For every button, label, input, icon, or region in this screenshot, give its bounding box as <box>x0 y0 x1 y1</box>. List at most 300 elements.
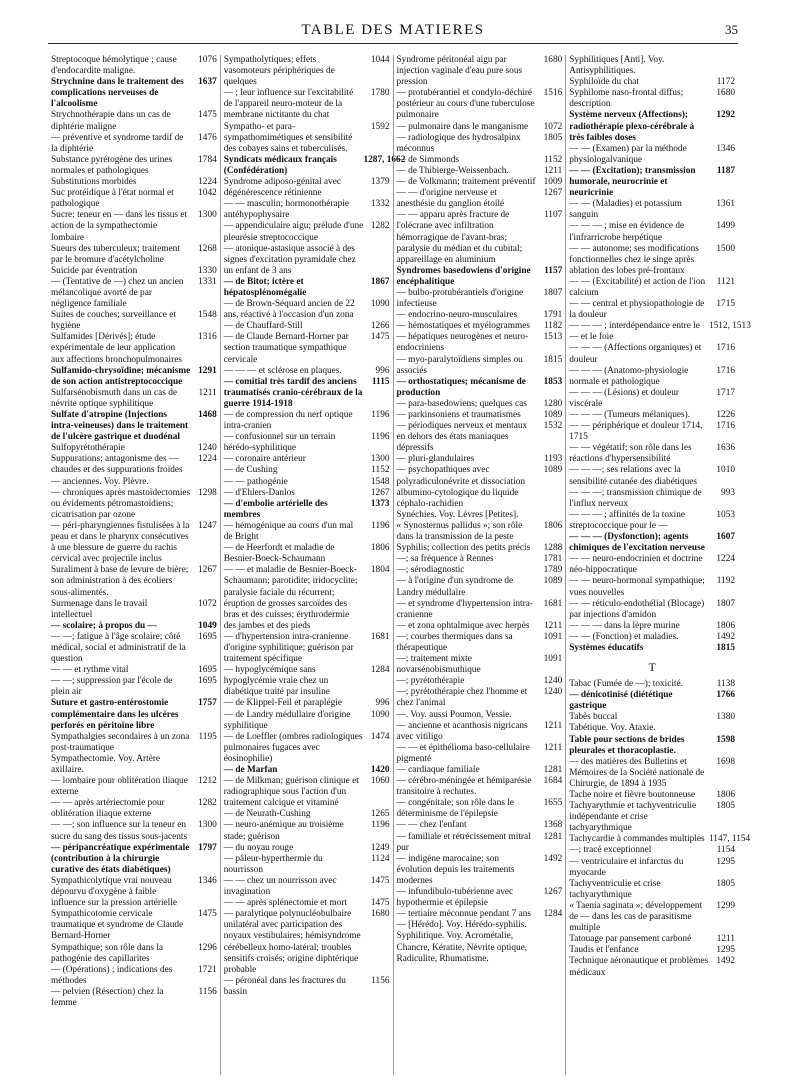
entry-term: — — autonome; ses modifications fonctionnelles chez le singe après ablation des lobes pré-frontaux <box>569 243 699 276</box>
entry-term: — de Volkmann; traitement préventif <box>396 177 536 188</box>
entry-page: 1295 <box>716 945 735 956</box>
entry-page: 1815 <box>543 354 563 365</box>
entry-page <box>536 510 562 521</box>
index-entry <box>51 244 217 266</box>
entry-term: Suture et gastro-entérostomie complémentaire dans les ulcères perforés en péritoine libre <box>51 698 179 731</box>
entry-term: — (Tentative de —) chez un ancien mélancolique avorté de par négligence familiale <box>51 276 184 310</box>
index-entry <box>397 188 563 210</box>
index-entry <box>224 221 390 243</box>
entry-term: — ancienne et acanthosis nigricans avec vitiligo <box>396 720 528 742</box>
index-entry <box>51 388 217 410</box>
index-entry <box>397 543 563 554</box>
entry-page: 1474 <box>370 731 390 742</box>
index-entry <box>569 465 735 487</box>
index-entry <box>397 854 563 887</box>
entry-page: 1695 <box>198 665 217 676</box>
index-entry <box>224 820 390 842</box>
index-entry <box>569 532 735 554</box>
entry-term: — de Thibierge-Weissenbach. <box>396 165 509 176</box>
entry-page: 1716 <box>716 343 735 354</box>
entry-term: Surmenage dans le travail intellectuel <box>51 598 148 620</box>
entry-page: 1156 <box>371 975 390 986</box>
entry-page: 1192 <box>716 576 735 587</box>
entry-page: 1806 <box>543 520 563 531</box>
entry-page: 1592 <box>370 121 390 132</box>
entry-page: 1492 <box>543 853 563 864</box>
index-entry <box>224 809 390 820</box>
entry-page: 1182 <box>544 321 563 332</box>
entry-page: 1196 <box>371 520 390 531</box>
entry-page: 1211 <box>544 165 563 176</box>
entry-term: « Taenia saginata »; développement de — dans les cas de parasitisme multiple <box>569 900 703 934</box>
entry-term: — de Bitot; ictère et hépatosplénomégalie <box>223 276 307 298</box>
entry-term: Technique aéronautique et problèmes médicaux <box>569 956 709 978</box>
entry-term: Substitutions morbides <box>51 177 137 188</box>
index-entry <box>51 210 217 243</box>
index-entry <box>397 510 563 521</box>
index-entry <box>397 776 563 798</box>
entry-page: 1211 <box>544 620 563 631</box>
entry-term: Syphiloïde du chat <box>569 77 639 88</box>
entry-term: — de Claude Bernard-Horner par section traumatique sympathique cervicale <box>223 332 349 365</box>
page-header <box>48 22 738 44</box>
entry-page: 1240 <box>543 687 563 698</box>
entry-term: Tabac (Fumée de —); toxicité. <box>569 679 683 690</box>
index-entry <box>224 465 390 476</box>
index-entry <box>569 166 735 199</box>
index-entry <box>397 310 563 321</box>
entry-page: 1288 <box>543 543 563 554</box>
entry-page: 1089 <box>543 465 563 476</box>
entry-term: — péri-pharyngiennes fistulisées à la peau et dans le pharynx consécutives à une blessure de guerre du rachis cervical avec projectile inclus <box>51 520 190 565</box>
index-entry <box>569 934 735 945</box>
index-entry <box>397 321 563 332</box>
index-entry <box>397 332 563 354</box>
entry-page: 1147, 1154 <box>709 834 751 845</box>
entry-term: Syphilitique. Voy. Acrométalie, Chancre, Kératite, Névrite optique, Radiculite, Rhumatisme. <box>396 931 528 964</box>
index-entry <box>397 721 563 743</box>
entry-term: — — (Excitation); transmission humorale, neurocrinie et neuricrinie <box>569 165 696 199</box>
entry-term: Sulfarsénobismuth dans un cas de névrite optique syphilitique <box>51 387 178 409</box>
entry-term: — neuro-anémique au troisième stade; guérison <box>223 820 344 842</box>
entry-term: — myo-paralytoïdiens simples ou associés <box>396 354 523 376</box>
entry-page: 1807 <box>543 287 563 298</box>
index-entry <box>224 843 390 854</box>
entry-term: — — après splénectomie et mort <box>223 898 347 909</box>
index-entry <box>397 687 563 709</box>
index-entry <box>51 820 217 842</box>
index-entry <box>569 388 735 410</box>
entry-term: Sulfamido-chrysoïdine; mécanisme de son action antistreptococcique <box>51 365 191 387</box>
index-entry <box>569 576 735 598</box>
index-entry <box>397 765 563 776</box>
entry-page: 1157 <box>544 265 563 276</box>
entry-term: Systèmes éducatifs <box>569 642 644 653</box>
index-entry <box>224 499 390 521</box>
entry-term: — et syndrome d'hypertension intra-cranienne <box>396 598 533 620</box>
entry-page: 1089 <box>543 410 563 420</box>
entry-term: Sympathectomie. Voy. Artère axillaire. <box>51 753 161 775</box>
index-entry <box>224 521 390 543</box>
entry-page: 1224 <box>198 454 217 465</box>
index-entry <box>569 801 735 834</box>
entry-page: 1532 <box>543 421 563 432</box>
entry-term: — chroniques après mastoïdectomies ou évidements pétromastoïdiens; cicatrisation par ozone <box>51 487 191 520</box>
entry-term: —; sa fréquence à Rennes <box>396 554 494 565</box>
entry-term: — comitial très tardif des anciens traumatisés cranio-cérébraux de la guerre 1914-1918 <box>223 376 363 409</box>
entry-page: 1361 <box>716 199 735 210</box>
index-entry <box>51 732 217 754</box>
index-entry <box>569 723 735 734</box>
index-entry <box>51 876 217 909</box>
entry-page: 1346 <box>198 875 217 886</box>
entry-term: — — pathogénie <box>223 476 288 487</box>
entry-page: 1284 <box>370 665 390 676</box>
entry-page: 1267 <box>543 887 563 898</box>
entry-page: 1548 <box>198 310 217 321</box>
entry-page: 1379 <box>370 177 390 188</box>
index-entry <box>51 477 217 488</box>
entry-page: 1716 <box>716 365 735 376</box>
entry-page: 1296 <box>198 942 217 953</box>
entry-page: 1475 <box>198 909 217 920</box>
index-columns <box>48 55 751 1075</box>
entry-term: Strychnothérapie dans un cas de diphtérie maligne <box>51 110 171 132</box>
entry-page: 1154 <box>716 845 735 856</box>
entry-page: 1224 <box>198 177 217 188</box>
entry-page <box>191 754 217 776</box>
entry-term: — — central et physiopathologie de la douleur <box>569 299 705 321</box>
index-entry <box>569 443 735 465</box>
entry-page: 1287, 1662 <box>363 154 406 165</box>
index-entry <box>397 931 563 964</box>
entry-term: — — — (Lésions) et douleur viscérale <box>569 387 679 409</box>
entry-term: — — — ; interdépendance entre le — et le foie <box>569 321 700 343</box>
entry-page: 1090 <box>370 709 390 720</box>
entry-term: — — neuro-hormonal sympathique; vues nouvelles <box>569 576 705 598</box>
entry-term: — de Chauffard-Still <box>223 321 303 332</box>
index-entry <box>569 488 735 510</box>
entry-term: Tabétique. Voy. Ataxie. <box>569 723 656 734</box>
entry-term: — de Klippel-Feil et paraplégie <box>223 698 342 709</box>
index-entry <box>569 857 735 879</box>
index-entry <box>569 679 735 690</box>
index-entry <box>51 599 217 621</box>
entry-term: — —; suppression par l'école de plein air <box>51 676 173 698</box>
index-entry <box>51 754 217 776</box>
entry-term: — — apparu après fracture de l'olécrane avec infiltration hémorragique de l'avant-bras; paralysie du médian et du cubital; appareillage en aluminium <box>396 210 523 265</box>
entry-term: Syndicats médicaux français (Confédération) <box>223 154 337 176</box>
entry-term: — hypoglycémique sans hypoglycémie vraie chez un diabétique traité par insuline <box>223 665 330 698</box>
entry-page: 1107 <box>544 210 563 221</box>
entry-page: 1211 <box>198 387 217 398</box>
entry-term: — de Marfan <box>223 765 278 775</box>
entry-page: 1512, 1513 <box>709 321 751 332</box>
index-entry <box>569 277 735 299</box>
entry-page: 1332 <box>370 199 390 210</box>
entry-term: Sympathicotomie cervicale traumatique et syndrome de Claude Bernard-Horner <box>51 909 184 942</box>
index-entry <box>569 199 735 221</box>
index-entry <box>397 288 563 310</box>
index-entry <box>224 199 390 221</box>
entry-term: — indigène marocaine; son évolution depuis les traitements modernes <box>396 853 515 886</box>
index-entry <box>224 55 390 88</box>
index-entry <box>569 690 735 712</box>
index-entry <box>569 88 735 110</box>
entry-page: 1211 <box>544 742 563 753</box>
entry-page: 996 <box>375 698 390 709</box>
entry-page: 1060 <box>370 776 390 787</box>
header-rule <box>48 43 738 44</box>
entry-page: 1226 <box>716 410 735 420</box>
entry-term: — — périphérique et douleur 1714, 1715 <box>569 421 703 443</box>
index-entry <box>51 310 217 332</box>
entry-page: 1806 <box>716 790 735 800</box>
index-entry <box>51 776 217 798</box>
entry-term: — pluri-glandulaires <box>396 454 475 465</box>
entry-term: Tatouage par pansement carboné <box>569 934 692 945</box>
entry-term: Taudis et l'enfance <box>569 945 639 956</box>
entry-term: Système nerveux (Affections); radiothérapie plexo-cérébrale à très faibles doses <box>569 110 695 143</box>
entry-page: 1781 <box>543 554 563 565</box>
index-entry <box>224 765 390 776</box>
entry-term: —; courbes thermiques dans sa thérapeutique <box>396 631 513 653</box>
entry-term: — — neuro-endocrinien et doctrine néo-hippocratique <box>569 554 703 576</box>
entry-page: 1152 <box>371 465 390 476</box>
entry-page: 1196 <box>371 820 390 831</box>
entry-term: Sulfamides [Dérivés]; étude expérimentale de leur application aux affections bronchopulmonaires <box>51 332 182 365</box>
entry-term: Tachycardie à commandes multiples <box>569 834 705 845</box>
entry-page: 1281 <box>543 765 563 775</box>
entry-term: Suc protéidique à l'état normal et pathologique <box>51 188 174 210</box>
entry-term: — ventriculaire et infarctus du myocarde <box>569 856 684 878</box>
entry-page: 1138 <box>716 679 735 690</box>
index-entry <box>223 154 406 177</box>
index-entry <box>51 110 217 132</box>
entry-page: 1247 <box>198 520 217 531</box>
entry-term: — endocrino-neuro-musculaires <box>396 310 518 321</box>
entry-page: 1500 <box>716 243 735 254</box>
entry-term: — — réticulo-endothélial (Blocage) par injections d'amidon <box>569 598 705 620</box>
index-entry <box>569 945 735 956</box>
entry-page: 996 <box>375 365 390 376</box>
entry-term: — — chez un nourrisson avec invagination <box>223 875 337 898</box>
index-entry <box>224 244 390 277</box>
entry-term: Tachyventriculie et crise tachyarythmique <box>569 878 661 900</box>
entry-page: 1224 <box>716 554 735 565</box>
index-entry <box>397 632 563 654</box>
index-entry <box>397 710 563 721</box>
index-entry <box>224 565 390 632</box>
entry-term: — — masculin; hormonothérapie antéhypophysaire <box>223 199 349 221</box>
index-entry <box>224 909 390 976</box>
entry-page: 1091 <box>543 631 563 642</box>
entry-term: — — végétatif; son rôle dans les réactions d'hypersensibilité <box>569 443 692 465</box>
entry-page: 1681 <box>370 631 390 642</box>
index-entry <box>224 410 390 432</box>
entry-page: 1299 <box>716 900 735 911</box>
entry-page: 1784 <box>198 154 217 165</box>
entry-page: 1124 <box>371 853 390 864</box>
entry-page: 1516 <box>543 88 563 99</box>
index-entry <box>51 676 217 698</box>
entry-page: 1091 <box>543 654 563 665</box>
entry-page: 1420 <box>370 765 390 775</box>
entry-page <box>536 710 562 721</box>
entry-page: 1300 <box>198 210 217 221</box>
entry-page: 1607 <box>716 532 735 543</box>
entry-page: 1282 <box>198 798 217 809</box>
index-entry <box>51 77 217 110</box>
entry-term: — de compression du nerf optique intra-cranien <box>223 410 353 432</box>
entry-term: Tachyarythmie et tachyventriculie indépendante et crise tachyarythmique <box>569 801 697 834</box>
entry-page: 1807 <box>716 598 735 609</box>
entry-page: 1196 <box>371 432 390 443</box>
entry-term: — bulbo-protubérantiels d'origine infectieuse <box>396 287 524 310</box>
index-entry <box>397 654 563 676</box>
entry-term: Table pour sections de brides pleurales et thoracoplastie. <box>569 734 685 756</box>
index-entry <box>224 732 390 765</box>
entry-page: 1090 <box>370 299 390 310</box>
page-number: 35 <box>725 22 738 37</box>
entry-page <box>536 920 562 931</box>
index-entry <box>397 599 563 621</box>
index-entry <box>569 735 735 757</box>
entry-page: 1196 <box>371 410 390 420</box>
entry-term: Strychnine dans le traitement des complications nerveuses de l'alcoolisme <box>51 77 184 110</box>
index-entry <box>51 332 217 365</box>
entry-page: 1513 <box>543 332 563 343</box>
entry-term: — de Cushing <box>223 465 278 476</box>
entry-page: 1265 <box>370 809 390 820</box>
entry-page: 1089 <box>543 576 563 587</box>
entry-term: — de Heerfordt et maladie de Besnier-Boeck-Schaumann <box>223 543 335 565</box>
entry-term: —. Voy. aussi Poumon, Vessie. <box>396 709 512 720</box>
index-entry <box>51 909 217 942</box>
entry-page: 1298 <box>198 487 217 498</box>
index-entry <box>569 299 735 321</box>
entry-page: 1806 <box>716 620 735 631</box>
index-entry <box>51 565 217 598</box>
entry-page <box>364 244 390 277</box>
entry-term: — de Brown-Séquard ancien de 22 ans, réactivé à l'occasion d'un zona <box>223 299 355 321</box>
entry-term: — ; leur influence sur l'excitabilité de l'appareil neuro-moteur de la membrane nictitante du chat <box>223 88 354 121</box>
entry-term: — (Opérations) ; indications des méthodes <box>51 964 173 986</box>
entry-page: 1295 <box>716 856 735 867</box>
entry-term: — familiale et rétrécissement mitral pur <box>396 831 531 853</box>
entry-page: 1152 <box>544 154 563 165</box>
index-entry <box>569 366 735 388</box>
index-entry <box>397 465 563 509</box>
index-entry <box>569 879 735 901</box>
entry-page: 1757 <box>198 698 217 709</box>
index-entry <box>397 521 563 543</box>
entry-term: Sympatholytiques; effets vasomoteurs périphériques de quelques <box>223 55 335 88</box>
index-entry <box>224 88 390 121</box>
index-entry <box>569 621 735 632</box>
entry-term: — paralytique polynucléobulbaire unilatéral avec participation des noyaux vestibulaires; hémisyndrome cérébelleux homo-latéral; troubles sensitifs croisés; origine diphtérique probable <box>223 909 361 975</box>
entry-term: — de Milkman; guérison clinique et radiographique sous l'action d'un traitement calcique et vitaminé <box>223 776 359 809</box>
index-entry <box>397 832 563 854</box>
entry-page <box>536 931 562 964</box>
index-entry <box>51 410 217 443</box>
entry-term: — d'embolie artérielle des membres <box>223 498 328 520</box>
index-entry <box>569 643 735 654</box>
entry-page: 1156 <box>198 986 217 997</box>
entry-term: — — et épithélioma baso-cellulaire pigmenté <box>396 742 530 764</box>
entry-page: 1193 <box>544 454 563 465</box>
entry-term: — anciennes. Voy. Plèvre. <box>51 476 149 487</box>
index-entry <box>224 366 390 377</box>
entry-term: — cardiaque familiale <box>396 765 480 775</box>
entry-page: 1268 <box>198 243 217 254</box>
index-entry <box>569 845 735 856</box>
entry-term: — de Simmonds <box>396 154 459 165</box>
entry-term: — du noyau rouge <box>223 842 294 853</box>
index-entry <box>224 477 390 488</box>
entry-term: — d'Ehlers-Danlos <box>223 487 295 498</box>
entry-term: — tertiaire méconnue pendant 7 ans <box>396 909 531 920</box>
index-entry <box>397 421 563 454</box>
entry-term: Syphilitiques [Anti]. Voy. Antisyphilitiques. <box>569 55 665 77</box>
index-entry <box>224 454 390 465</box>
index-entry <box>224 665 390 698</box>
index-entry <box>569 790 735 801</box>
entry-page: 1791 <box>543 310 563 321</box>
entry-term: — d'hypertension intra-cranienne d'origine syphilitique; guérison par traitement spécifique <box>223 631 354 665</box>
entry-term: — — (Excitabilité) et action de l'ion calcium <box>569 276 706 298</box>
index-entry <box>397 399 563 410</box>
entry-term: — congénitale; son rôle dans le déterminisme de l'épilepsie <box>396 798 514 820</box>
entry-term: — — —; ses relations avec la sensibilité cutanée des diabétiques <box>569 465 698 487</box>
index-entry <box>569 321 751 343</box>
entry-term: Sympathalgies secondaires à un zona post-traumatique <box>51 731 190 753</box>
entry-page: 1346 <box>716 143 735 154</box>
entry-term: — orthostatiques; mécanisme de production <box>396 376 526 398</box>
index-entry <box>51 277 217 310</box>
index-entry <box>224 854 390 876</box>
index-column-4 <box>565 55 751 1075</box>
index-entry <box>224 299 390 321</box>
entry-term: — para-basedowiens; quelques cas <box>396 398 527 409</box>
entry-term: — hémogénique au cours d'un mal de Bright <box>223 520 354 543</box>
index-entry <box>51 698 217 731</box>
entry-page: 1249 <box>370 842 390 853</box>
entry-page: 1805 <box>543 132 563 143</box>
entry-term: —; traitement mixte novarsénobismuthique <box>396 654 481 676</box>
entry-page: 1598 <box>716 734 735 745</box>
index-entry <box>51 133 217 155</box>
index-entry <box>51 621 217 632</box>
entry-page: 1680 <box>370 909 390 920</box>
entry-term: — — d'origine nerveuse et anesthésie du ganglion étoilé <box>396 188 505 210</box>
index-entry <box>569 410 735 421</box>
index-entry <box>51 155 217 177</box>
entry-page: 1717 <box>716 387 735 398</box>
entry-term: Syndrome adiposo-génital avec dégénérescence rétinienne <box>223 177 341 199</box>
entry-term: —; sérodiagnostic <box>396 565 465 576</box>
entry-page: 1548 <box>370 476 390 487</box>
index-entry <box>397 55 563 88</box>
index-entry <box>51 266 217 277</box>
entry-term: — — — dans la lèpre murine <box>569 620 680 631</box>
entry-page: 1195 <box>198 731 217 742</box>
index-entry <box>397 820 563 831</box>
index-entry <box>569 144 735 166</box>
index-entry <box>224 377 390 410</box>
index-entry <box>51 443 217 454</box>
index-column-1 <box>48 55 220 1075</box>
